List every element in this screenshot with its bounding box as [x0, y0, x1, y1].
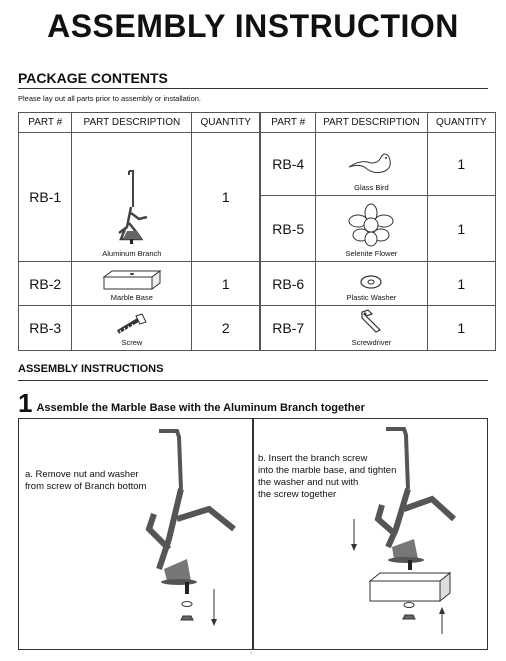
part-quantity: 1 — [427, 196, 495, 262]
marble-base-icon — [100, 269, 164, 291]
table-row — [19, 306, 496, 351]
part-number: RB-3 — [19, 306, 72, 351]
page-title: ASSEMBLY INSTRUCTION — [47, 8, 459, 44]
package-note: Please lay out all parts prior to assembly or installation. — [18, 94, 202, 103]
part-description — [72, 133, 192, 262]
table-row — [19, 133, 496, 196]
part-description-label: Aluminum Branch — [102, 249, 162, 258]
flower-icon — [346, 203, 396, 247]
part-quantity: 1 — [427, 306, 495, 351]
part-quantity: 2 — [192, 306, 260, 351]
part-quantity: 1 — [192, 262, 260, 306]
part-description — [316, 133, 427, 196]
panel-b-line: the screw together — [258, 489, 337, 500]
part-description — [316, 196, 427, 262]
panel-a-line: a. Remove nut and washer — [25, 469, 139, 480]
assembly-instructions-heading: ASSEMBLY INSTRUCTIONS — [18, 363, 164, 375]
panel-a-line: from screw of Branch bottom — [25, 481, 147, 492]
part-number: RB-1 — [19, 133, 72, 262]
part-description-label: Marble Base — [110, 293, 153, 302]
part-quantity: 1 — [427, 262, 495, 306]
col-header: PART DESCRIPTION — [72, 113, 192, 133]
step-text: Assemble the Marble Base with the Aluminum Branch together — [36, 402, 365, 414]
table-row — [19, 262, 496, 306]
screw-icon — [112, 312, 152, 336]
col-header: QUANTITY — [192, 113, 260, 133]
page-number: 1 — [250, 650, 253, 655]
part-number: RB-6 — [260, 262, 316, 306]
parts-table — [18, 112, 496, 351]
col-header: PART # — [260, 113, 316, 133]
part-description-label: Glass Bird — [354, 183, 389, 192]
washer-icon — [356, 273, 386, 291]
step-panel-b — [253, 418, 488, 650]
branch-illustration — [19, 419, 252, 649]
col-header: PART # — [19, 113, 72, 133]
col-header: PART DESCRIPTION — [316, 113, 427, 133]
part-quantity: 1 — [192, 133, 260, 262]
part-description-label: Screw — [121, 338, 143, 347]
heading-rule — [18, 88, 488, 89]
step-number: 1 — [18, 388, 33, 418]
part-description — [72, 262, 192, 306]
bird-icon — [341, 149, 401, 181]
part-quantity: 1 — [427, 133, 495, 196]
part-description-label: Selenite Flower — [345, 249, 398, 258]
part-number: RB-2 — [19, 262, 72, 306]
package-contents-heading: PACKAGE CONTENTS — [18, 70, 168, 86]
table-header-row — [19, 113, 496, 133]
step-panel-a — [18, 418, 253, 650]
part-description — [72, 306, 192, 351]
part-description-label: Screwdriver — [351, 338, 392, 347]
col-header: QUANTITY — [427, 113, 495, 133]
part-number: RB-7 — [260, 306, 316, 351]
assembly-illustration — [254, 419, 487, 649]
heading-rule — [18, 380, 488, 381]
part-number: RB-4 — [260, 133, 316, 196]
part-description-label: Plastic Washer — [346, 293, 397, 302]
panel-b-line: the washer and nut with — [258, 477, 359, 488]
panel-b-line: into the marble base, and tighten — [258, 465, 397, 476]
branch-icon — [107, 167, 157, 247]
screwdriver-icon — [356, 308, 386, 336]
step-heading — [18, 388, 365, 418]
part-number: RB-5 — [260, 196, 316, 262]
part-description — [316, 306, 427, 351]
part-description — [316, 262, 427, 306]
panel-b-line: b. Insert the branch screw — [258, 453, 368, 464]
